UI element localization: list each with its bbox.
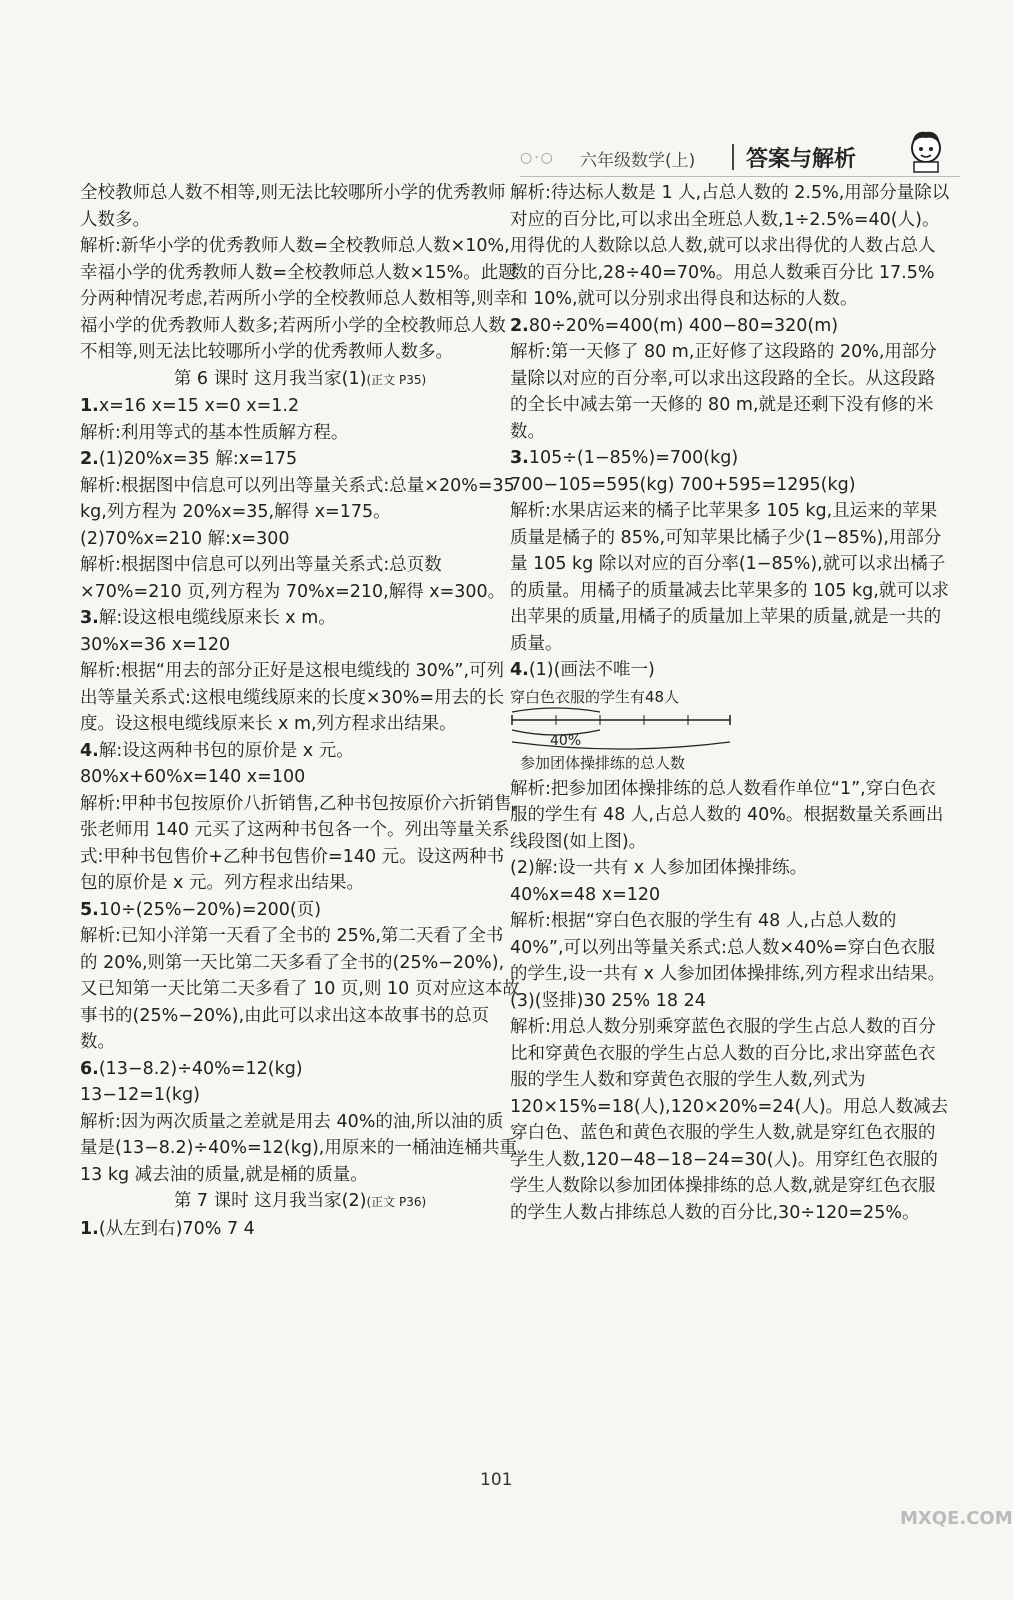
analysis-line: 解析:因为两次质量之差就是用去 40%的油,所以油的质量是(13−8.2)÷40%=12(kg),用原来的一桶油连桶共重 13 kg 减去油的质量,就是桶的质量。 <box>80 1111 517 1185</box>
header-title: 答案与解析 <box>746 147 857 172</box>
lesson-6-item-2 <box>80 446 520 605</box>
right-item-4 <box>510 657 950 1226</box>
mascot-icon <box>900 124 952 176</box>
answer-line: (2)解:设一共有 x 人参加团体操排练。 <box>510 858 808 878</box>
page-header <box>520 138 960 178</box>
top-brace <box>512 708 600 712</box>
analysis-line: 解析:根据“穿白色衣服的学生有 48 人,占总人数的 40%”,可以列出等量关系式:总人数×40%=穿白色衣服的学生,设一共有 x 人参加团体操排练,列方程求出结果。 <box>510 911 946 984</box>
answer-line: 80%x+60%x=140 x=100 <box>80 767 306 787</box>
answer-line: 80÷20%=400(m) 400−80=320(m) <box>528 315 839 336</box>
right-item-3 <box>510 445 950 657</box>
answer-line: (1)20%x=35 解:x=175 <box>98 449 298 469</box>
header-rule <box>520 176 960 177</box>
item-number: 5. <box>80 899 99 920</box>
lesson-7-ref: (正文 P36) <box>366 1195 427 1209</box>
header-grade: 六年级数学(上) <box>580 151 696 171</box>
lesson-6-item-6 <box>80 1056 520 1189</box>
right-intro-analysis: 解析:待达标人数是 1 人,占总人数的 2.5%,用部分量除以对应的百分比,可以求出全班总人数,1÷2.5%=40(人)。用得优的人数除以总人数,就可以求出得优的人数占总人数的百分比,28÷40=70%。用总人数乘百分比 17.5%和 10%,就可以分别求出得良和达标的人数。 <box>510 183 950 309</box>
answer-line: 13−12=1(kg) <box>80 1085 200 1105</box>
answer-line: 30%x=36 x=120 <box>80 634 231 655</box>
analysis-line: 解析:用总人数分别乘穿蓝色衣服的学生占总人数的百分比和穿黄色衣服的学生占总人数的百分比,求出穿蓝色衣服的学生人数和穿黄色衣服的学生人数,列式为 120×15%=18(人),120×20%=24(人)。用总人数减去穿白色、蓝色和黄色衣服的学生人数,就是穿红色衣服的学生人数,120−48−18−24=30(人)。用穿红色衣服的学生人数除以参加团体操排练的总人数,就是穿红色衣服的学生人数占排练总人数的百分比,30÷120=25%。 <box>510 1017 949 1223</box>
diagram-top-label: 穿白色衣服的学生有48人 <box>510 687 680 706</box>
page-number: 101 <box>480 1470 513 1490</box>
right-item-2 <box>510 313 950 446</box>
answer-line: 10÷(25%−20%)=200(页) <box>98 899 322 920</box>
answer-line: 700−105=595(kg) 700+595=1295(kg) <box>510 474 856 495</box>
diagram-bottom-label: 参加团体操排练的总人数 <box>520 753 686 772</box>
answer-line: 40%x=48 x=120 <box>510 884 661 905</box>
analysis-line: 解析:根据图中信息可以列出等量关系式:总量×20%=35 kg,列方程为 20%x=35,解得 x=175。 <box>80 475 515 522</box>
site-watermark: MXQE.COM <box>900 1508 1013 1529</box>
line-segment-diagram <box>510 684 950 776</box>
item-number: 3. <box>80 608 99 628</box>
item-number: 2. <box>80 449 99 469</box>
lesson-6-item-3 <box>80 605 520 738</box>
answer-line: (1)(画法不唯一) <box>528 660 655 680</box>
item-number: 1. <box>80 396 99 416</box>
item-number: 6. <box>80 1058 99 1079</box>
analysis-line: 解析:根据“用去的部分正好是这根电缆线的 30%”,可列出等量关系式:这根电缆线原来的长度×30%=用去的长度。设这根电缆线原来长 x m,列方程求出结果。 <box>80 661 505 734</box>
lesson-6-ref: (正文 P35) <box>366 372 427 387</box>
analysis-line: 解析:第一天修了 80 m,正好修了这段路的 20%,用部分量除以对应的百分率,可以求出这段路的全长。从这段路的全长中减去第一天修的 80 m,就是还剩下没有修的米数。 <box>510 342 937 442</box>
lesson-6-item-4 <box>80 738 520 897</box>
analysis-line: 解析:水果店运来的橘子比苹果多 105 kg,且运来的苹果质量是橘子的 85%,可知苹果比橘子少(1−85%),用部分量 105 kg 除以对应的百分率(1−85%),就可以求出橘子的质量。用橘子的质量减去比苹果多的 105 kg,就可以求出苹果的质量,用橘子的质量加上苹果的质量,就是一共的质量。 <box>510 501 949 654</box>
left-column <box>80 180 520 1242</box>
segment-diagram-svg <box>510 706 740 756</box>
answer-line: (3)(竖排)30 25% 18 24 <box>510 990 706 1011</box>
answer-line: 105÷(1−85%)=700(kg) <box>528 448 739 468</box>
analysis-line: 解析:甲种书包按原价八折销售,乙种书包按原价六折销售,张老师用 140 元买了这两种书包各一个。列出等量关系式:甲种书包售价+乙种书包售价=140 元。设这两种书包的原价是 x 元。列方程求出结果。 <box>80 793 518 893</box>
item-number: 1. <box>80 1218 99 1239</box>
left-continued-text: 全校教师总人数不相等,则无法比较哪所小学的优秀教师人数多。 <box>80 183 506 230</box>
item-number: 4. <box>80 740 99 761</box>
analysis-line: 解析:把参加团体操排练的总人数看作单位“1”,穿白色衣服的学生有 48 人,占总人数的 40%。根据数量关系画出线段图(如上图)。 <box>510 778 944 852</box>
lesson-6-item-1 <box>80 393 520 446</box>
analysis-line: 解析:已知小洋第一天看了全书的 25%,第二天看了全书的 20%,则第一天比第二天多看了全书的(25%−20%),又已知第一天比第二天多看了 10 页,则 10 页对应这本故事书的(25%−20%),由此可以求出这本故事书的总页数。 <box>80 926 520 1052</box>
lesson-6-item-5 <box>80 897 520 1056</box>
total-brace <box>512 742 730 749</box>
lesson-7-heading <box>80 1188 520 1216</box>
answer-line: (从左到右)70% 7 4 <box>98 1218 255 1239</box>
item-number: 4. <box>510 660 529 680</box>
answer-line: 解:设这根电缆线原来长 x m。 <box>98 608 336 628</box>
lesson-6-heading <box>80 366 520 394</box>
answer-line: (13−8.2)÷40%=12(kg) <box>98 1058 303 1079</box>
lesson-7-title: 第 7 课时 这月我当家(2) <box>173 1191 367 1211</box>
answer-line: (2)70%x=210 解:x=300 <box>80 528 290 549</box>
left-analysis-text: 解析:新华小学的优秀教师人数=全校教师总人数×10%,幸福小学的优秀教师人数=全校教师总人数×15%。此题分两种情况考虑,若两所小学的全校教师总人数相等,则幸福小学的优秀教师人数多;若两所小学的全校教师总人数不相等,则无法比较哪所小学的优秀教师人数多。 <box>80 236 516 362</box>
item-number: 2. <box>510 315 529 336</box>
analysis-line: 解析:根据图中信息可以列出等量关系式:总页数×70%=210 页,列方程为 70%x=210,解得 x=300。 <box>80 555 506 602</box>
answer-line: x=16 x=15 x=0 x=1.2 <box>98 396 300 416</box>
right-column <box>510 180 950 1226</box>
analysis-line: 解析:利用等式的基本性质解方程。 <box>80 422 349 443</box>
answer-line: 解:设这两种书包的原价是 x 元。 <box>98 740 354 761</box>
lesson-6-title: 第 6 课时 这月我当家(1) <box>173 368 367 389</box>
diagram-percent-label: 40% <box>550 732 582 749</box>
header-decoration: ○·○ <box>520 150 555 166</box>
item-number: 3. <box>510 448 529 468</box>
header-divider <box>732 144 734 170</box>
lesson-7-item-1 <box>80 1216 520 1243</box>
